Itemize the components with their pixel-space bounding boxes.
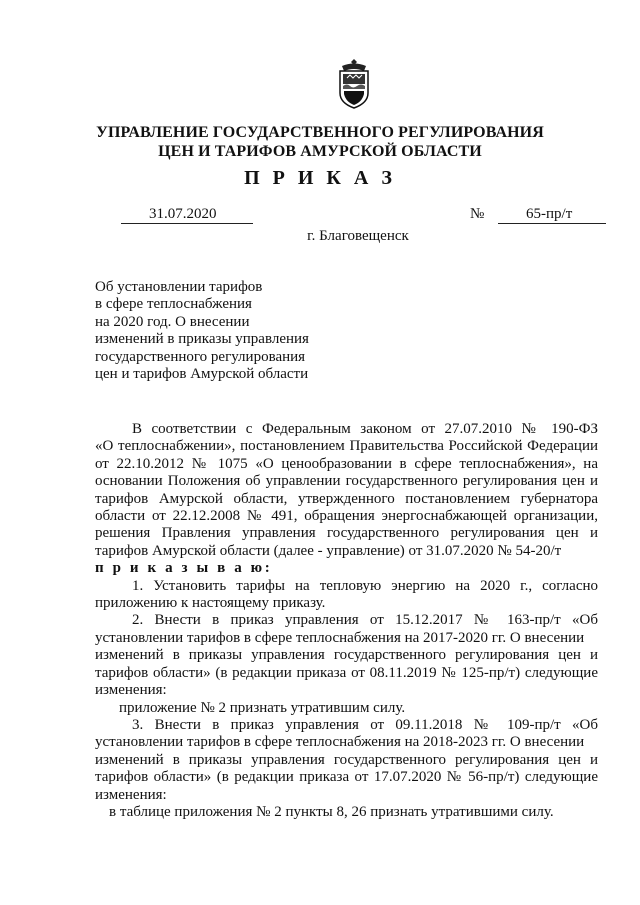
preamble-line: В соответствии с Федеральным законом от 27.07.2010 № 190-ФЗ <box>132 421 598 437</box>
item-2-subline: приложение № 2 признать утратившим силу. <box>119 699 406 716</box>
preamble-line: «О теплоснабжении», постановлением Правительства Российской Федерации <box>95 438 598 455</box>
item-3-line: установлении тарифов в сфере теплоснабжения на 2018-2023 гг. О внесении <box>95 734 585 751</box>
item-1-line: приложению к настоящему приказу. <box>95 595 326 612</box>
item-2-line: установлении тарифов в сфере теплоснабжения на 2017-2020 гг. О внесении <box>95 629 585 646</box>
document-type-title: П Р И К А З <box>244 167 396 189</box>
item-2-line: 2. Внести в приказ управления от 15.12.2017 № 163-пр/т «Об <box>132 612 598 629</box>
preamble-line: тарифов Амурской области, утвержденного постановлением губернатора <box>95 490 598 507</box>
preamble-line: основании Положения об управлении государственного регулирования цен и <box>95 473 598 490</box>
item-3-line: 3. Внести в приказ управления от 09.11.2018 № 109-пр/т «Об <box>132 716 598 733</box>
item-3-line: изменения: <box>95 786 167 803</box>
item-3-line: изменений в приказы управления государственного регулирования цен и <box>95 751 598 768</box>
subject-line: цен и тарифов Амурской области <box>95 366 309 383</box>
order-number-label: № <box>470 206 485 222</box>
item-3-line: тарифов области» (в редакции приказа от 17.07.2020 № 56-пр/т) следующие <box>95 769 598 786</box>
item-2-line: тарифов области» (в редакции приказа от 08.11.2019 № 125-пр/т) следующие <box>95 664 598 681</box>
coat-of-arms-emblem-icon <box>336 58 372 110</box>
organization-name-line1: УПРАВЛЕНИЕ ГОСУДАРСТВЕННОГО РЕГУЛИРОВАНИЯ <box>96 124 544 141</box>
subject-line: в сфере теплоснабжения <box>95 296 252 313</box>
item-2-line: изменений в приказы управления государственного регулирования цен и <box>95 647 598 664</box>
subject-line: на 2020 год. О внесении <box>95 313 250 330</box>
preamble-line: области от 22.12.2008 № 491, обращения энергоснабжающей организации, <box>95 508 598 525</box>
order-date: 31.07.2020 <box>121 206 253 224</box>
subject-line: изменений в приказы управления <box>95 331 309 348</box>
order-word: п р и к а з ы в а ю: <box>95 560 273 577</box>
order-subject <box>95 279 309 383</box>
preamble-line: решения Правления управления государственного регулирования цен и <box>95 525 598 542</box>
city-name: г. Благовещенск <box>307 228 409 244</box>
order-body <box>95 421 598 821</box>
organization-name-line2: ЦЕН И ТАРИФОВ АМУРСКОЙ ОБЛАСТИ <box>158 143 482 160</box>
preamble-line: от 22.10.2012 № 1075 «О ценообразовании в сфере теплоснабжения», на <box>95 455 598 472</box>
subject-line: Об установлении тарифов <box>95 279 263 295</box>
item-3-subline: в таблице приложения № 2 пункты 8, 26 признать утратившими силу. <box>109 803 554 820</box>
order-number: 65-пр/т <box>498 206 606 224</box>
item-1-line: 1. Установить тарифы на тепловую энергию на 2020 г., согласно <box>132 577 598 594</box>
preamble-line: тарифов Амурской области (далее - управление) от 31.07.2020 № 54-20/т <box>95 542 562 559</box>
subject-line: государственного регулирования <box>95 348 306 365</box>
item-2-line: изменения: <box>95 682 167 699</box>
